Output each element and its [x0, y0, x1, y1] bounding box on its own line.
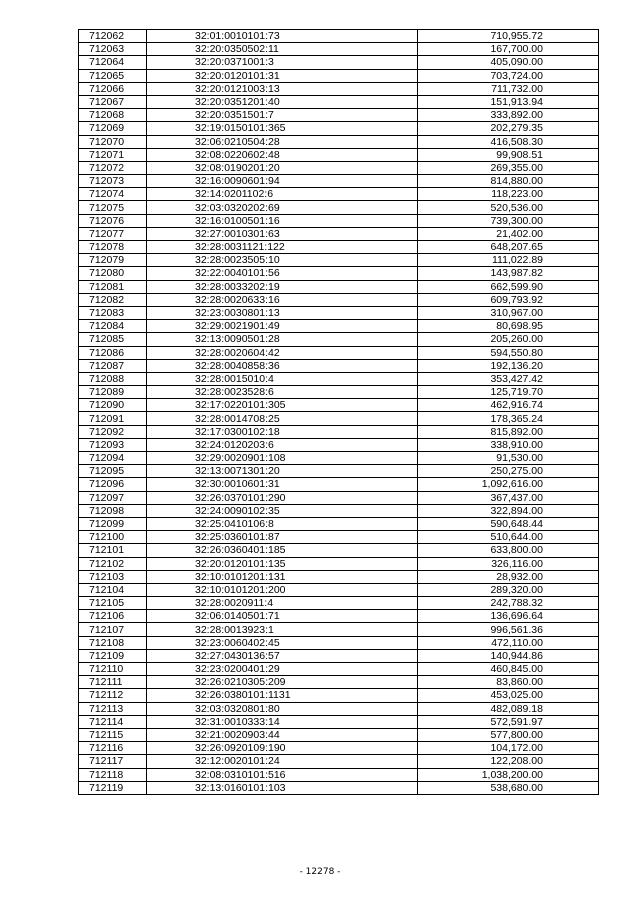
record-id-cell: 712117 [79, 755, 147, 768]
record-id-cell: 712062 [79, 30, 147, 43]
record-id-cell: 712075 [79, 201, 147, 214]
amount-cell: 178,365.24 [418, 412, 599, 425]
table-row [79, 227, 599, 240]
table-row [79, 214, 599, 227]
table-row [79, 293, 599, 306]
cadastral-number-cell: 32:24:0120203:6 [147, 438, 418, 451]
amount-cell: 996,561.36 [418, 623, 599, 636]
record-id-cell: 712105 [79, 597, 147, 610]
amount-cell: 83,860.00 [418, 676, 599, 689]
amount-cell: 122,208.00 [418, 755, 599, 768]
amount-cell: 482,089.18 [418, 702, 599, 715]
cadastral-number-cell: 32:13:0160101:103 [147, 781, 418, 794]
cadastral-number-cell: 32:27:0010301:63 [147, 227, 418, 240]
table-row [79, 82, 599, 95]
table-row [79, 148, 599, 161]
cadastral-number-cell: 32:01:0010101:73 [147, 30, 418, 43]
record-id-cell: 712064 [79, 56, 147, 69]
record-id-cell: 712067 [79, 95, 147, 108]
cadastral-number-cell: 32:06:0140501:71 [147, 610, 418, 623]
amount-cell: 703,724.00 [418, 69, 599, 82]
record-id-cell: 712108 [79, 636, 147, 649]
amount-cell: 322,894.00 [418, 504, 599, 517]
cadastral-number-cell: 32:08:0220602:48 [147, 148, 418, 161]
cadastral-number-cell: 32:13:0071301:20 [147, 465, 418, 478]
amount-cell: 1,092,616.00 [418, 478, 599, 491]
amount-cell: 242,788.32 [418, 597, 599, 610]
table-row [79, 320, 599, 333]
cadastral-number-cell: 32:21:0020903:44 [147, 728, 418, 741]
amount-cell: 338,910.00 [418, 438, 599, 451]
record-id-cell: 712115 [79, 728, 147, 741]
table-row [79, 30, 599, 43]
cadastral-number-cell: 32:08:0310101:516 [147, 768, 418, 781]
table-row [79, 412, 599, 425]
table-row [79, 43, 599, 56]
table-row [79, 122, 599, 135]
table-row [79, 742, 599, 755]
table-row [79, 241, 599, 254]
cadastral-number-cell: 32:06:0210504:28 [147, 135, 418, 148]
table-row [79, 702, 599, 715]
cadastral-number-cell: 32:16:0100501:16 [147, 214, 418, 227]
record-id-cell: 712099 [79, 517, 147, 530]
amount-cell: 1,038,200.00 [418, 768, 599, 781]
table-row [79, 676, 599, 689]
table-body [79, 30, 599, 795]
table-row [79, 517, 599, 530]
table-row [79, 623, 599, 636]
cadastral-number-cell: 32:10:0101201:200 [147, 583, 418, 596]
amount-cell: 572,591.97 [418, 715, 599, 728]
cadastral-number-cell: 32:24:0090102:35 [147, 504, 418, 517]
record-id-cell: 712079 [79, 254, 147, 267]
cadastral-number-cell: 32:20:0351501:7 [147, 109, 418, 122]
table-row [79, 570, 599, 583]
amount-cell: 99,908.51 [418, 148, 599, 161]
amount-cell: 125,719.70 [418, 386, 599, 399]
cadastral-number-cell: 32:14:0201102:6 [147, 188, 418, 201]
record-id-cell: 712089 [79, 386, 147, 399]
table-row [79, 544, 599, 557]
record-id-cell: 712066 [79, 82, 147, 95]
amount-cell: 815,892.00 [418, 425, 599, 438]
amount-cell: 453,025.00 [418, 689, 599, 702]
cadastral-number-cell: 32:20:0121003:13 [147, 82, 418, 95]
cadastral-number-cell: 32:26:0210305:209 [147, 676, 418, 689]
record-id-cell: 712107 [79, 623, 147, 636]
cadastral-number-cell: 32:28:0031121:122 [147, 241, 418, 254]
record-id-cell: 712092 [79, 425, 147, 438]
table-row [79, 583, 599, 596]
amount-cell: 140,944.86 [418, 649, 599, 662]
record-id-cell: 712097 [79, 491, 147, 504]
table-row [79, 728, 599, 741]
table-row [79, 715, 599, 728]
amount-cell: 143,987.82 [418, 267, 599, 280]
table-row [79, 254, 599, 267]
amount-cell: 205,260.00 [418, 333, 599, 346]
record-id-cell: 712106 [79, 610, 147, 623]
record-id-cell: 712114 [79, 715, 147, 728]
cadastral-number-cell: 32:28:0023528:6 [147, 386, 418, 399]
record-id-cell: 712081 [79, 280, 147, 293]
amount-cell: 151,913.94 [418, 95, 599, 108]
record-id-cell: 712078 [79, 241, 147, 254]
amount-cell: 814,880.00 [418, 175, 599, 188]
record-id-cell: 712109 [79, 649, 147, 662]
cadastral-number-cell: 32:20:0351201:40 [147, 95, 418, 108]
record-id-cell: 712119 [79, 781, 147, 794]
amount-cell: 538,680.00 [418, 781, 599, 794]
amount-cell: 310,967.00 [418, 306, 599, 319]
table-row [79, 781, 599, 794]
table-row [79, 689, 599, 702]
record-id-cell: 712112 [79, 689, 147, 702]
cadastral-number-cell: 32:10:0101201:131 [147, 570, 418, 583]
cadastral-number-cell: 32:23:0060402:45 [147, 636, 418, 649]
table-row [79, 386, 599, 399]
record-id-cell: 712071 [79, 148, 147, 161]
amount-cell: 91,530.00 [418, 452, 599, 465]
table-row [79, 56, 599, 69]
table-row [79, 161, 599, 174]
amount-cell: 28,932.00 [418, 570, 599, 583]
amount-cell: 739,300.00 [418, 214, 599, 227]
table-row [79, 597, 599, 610]
cadastral-number-cell: 32:17:0220101:305 [147, 399, 418, 412]
cadastral-number-cell: 32:29:0021901:49 [147, 320, 418, 333]
amount-cell: 472,110.00 [418, 636, 599, 649]
cadastral-number-cell: 32:16:0090601:94 [147, 175, 418, 188]
cadastral-number-cell: 32:31:0010333:14 [147, 715, 418, 728]
record-id-cell: 712095 [79, 465, 147, 478]
amount-cell: 710,955.72 [418, 30, 599, 43]
table-row [79, 610, 599, 623]
cadastral-number-cell: 32:03:0320202:69 [147, 201, 418, 214]
record-id-cell: 712080 [79, 267, 147, 280]
cadastral-number-cell: 32:23:0200401:29 [147, 663, 418, 676]
record-id-cell: 712076 [79, 214, 147, 227]
record-id-cell: 712073 [79, 175, 147, 188]
table-row [79, 188, 599, 201]
amount-cell: 118,223.00 [418, 188, 599, 201]
amount-cell: 520,536.00 [418, 201, 599, 214]
amount-cell: 577,800.00 [418, 728, 599, 741]
table-row [79, 438, 599, 451]
table-row [79, 346, 599, 359]
table-row [79, 491, 599, 504]
cadastral-number-cell: 32:26:0380101:1131 [147, 689, 418, 702]
table-row [79, 649, 599, 662]
record-id-cell: 712070 [79, 135, 147, 148]
table-row [79, 175, 599, 188]
record-id-cell: 712101 [79, 544, 147, 557]
amount-cell: 326,116.00 [418, 557, 599, 570]
record-id-cell: 712084 [79, 320, 147, 333]
amount-cell: 269,355.00 [418, 161, 599, 174]
amount-cell: 609,793.92 [418, 293, 599, 306]
page-number: - 12278 - [299, 867, 341, 877]
table-row [79, 504, 599, 517]
cadastral-number-cell: 32:20:0120101:135 [147, 557, 418, 570]
table-row [79, 452, 599, 465]
table-row [79, 109, 599, 122]
table-row [79, 333, 599, 346]
record-id-cell: 712093 [79, 438, 147, 451]
amount-cell: 104,172.00 [418, 742, 599, 755]
record-id-cell: 712090 [79, 399, 147, 412]
record-id-cell: 712087 [79, 359, 147, 372]
record-id-cell: 712065 [79, 69, 147, 82]
amount-cell: 289,320.00 [418, 583, 599, 596]
record-id-cell: 712063 [79, 43, 147, 56]
amount-cell: 405,090.00 [418, 56, 599, 69]
data-table [78, 29, 599, 795]
record-id-cell: 712100 [79, 531, 147, 544]
record-id-cell: 712085 [79, 333, 147, 346]
cadastral-number-cell: 32:23:0030801:13 [147, 306, 418, 319]
record-id-cell: 712104 [79, 583, 147, 596]
cadastral-number-cell: 32:29:0020901:108 [147, 452, 418, 465]
table-row [79, 201, 599, 214]
table-row [79, 95, 599, 108]
cadastral-number-cell: 32:27:0430136:57 [147, 649, 418, 662]
amount-cell: 167,700.00 [418, 43, 599, 56]
amount-cell: 111,022.89 [418, 254, 599, 267]
amount-cell: 662,599.90 [418, 280, 599, 293]
record-id-cell: 712069 [79, 122, 147, 135]
table-row [79, 478, 599, 491]
amount-cell: 460,845.00 [418, 663, 599, 676]
table-row [79, 755, 599, 768]
amount-cell: 367,437.00 [418, 491, 599, 504]
record-id-cell: 712068 [79, 109, 147, 122]
amount-cell: 333,892.00 [418, 109, 599, 122]
record-id-cell: 712116 [79, 742, 147, 755]
record-id-cell: 712096 [79, 478, 147, 491]
table-row [79, 399, 599, 412]
cadastral-number-cell: 32:20:0350502:11 [147, 43, 418, 56]
record-id-cell: 712098 [79, 504, 147, 517]
amount-cell: 594,550.80 [418, 346, 599, 359]
record-id-cell: 712102 [79, 557, 147, 570]
amount-cell: 633,800.00 [418, 544, 599, 557]
table-row [79, 768, 599, 781]
table-row [79, 465, 599, 478]
table-row [79, 267, 599, 280]
table-row [79, 280, 599, 293]
record-id-cell: 712083 [79, 306, 147, 319]
record-id-cell: 712077 [79, 227, 147, 240]
amount-cell: 462,916.74 [418, 399, 599, 412]
table-row [79, 531, 599, 544]
cadastral-number-cell: 32:30:0010601:31 [147, 478, 418, 491]
cadastral-number-cell: 32:12:0020101:24 [147, 755, 418, 768]
cadastral-number-cell: 32:28:0020604:42 [147, 346, 418, 359]
cadastral-number-cell: 32:26:0360401:185 [147, 544, 418, 557]
record-id-cell: 712091 [79, 412, 147, 425]
cadastral-number-cell: 32:22:0040101:56 [147, 267, 418, 280]
cadastral-number-cell: 32:08:0190201:20 [147, 161, 418, 174]
amount-cell: 80,698.95 [418, 320, 599, 333]
cadastral-number-cell: 32:28:0020633:16 [147, 293, 418, 306]
amount-cell: 648,207.65 [418, 241, 599, 254]
cadastral-number-cell: 32:17:0300102:18 [147, 425, 418, 438]
cadastral-number-cell: 32:28:0040858:36 [147, 359, 418, 372]
record-id-cell: 712082 [79, 293, 147, 306]
cadastral-number-cell: 32:20:0371001:3 [147, 56, 418, 69]
record-id-cell: 712094 [79, 452, 147, 465]
amount-cell: 202,279.35 [418, 122, 599, 135]
record-id-cell: 712103 [79, 570, 147, 583]
cadastral-number-cell: 32:28:0014708:25 [147, 412, 418, 425]
cadastral-number-cell: 32:20:0120101:31 [147, 69, 418, 82]
table-row [79, 372, 599, 385]
cadastral-number-cell: 32:28:0013923:1 [147, 623, 418, 636]
amount-cell: 250,275.00 [418, 465, 599, 478]
amount-cell: 416,508.30 [418, 135, 599, 148]
cadastral-number-cell: 32:28:0020911:4 [147, 597, 418, 610]
amount-cell: 192,136.20 [418, 359, 599, 372]
cadastral-number-cell: 32:28:0023505:10 [147, 254, 418, 267]
record-id-cell: 712086 [79, 346, 147, 359]
table-row [79, 135, 599, 148]
cadastral-number-cell: 32:28:0015010:4 [147, 372, 418, 385]
record-id-cell: 712072 [79, 161, 147, 174]
record-id-cell: 712088 [79, 372, 147, 385]
record-id-cell: 712113 [79, 702, 147, 715]
table-row [79, 636, 599, 649]
table-row [79, 306, 599, 319]
table-row [79, 69, 599, 82]
cadastral-number-cell: 32:25:0360101:87 [147, 531, 418, 544]
amount-cell: 590,648.44 [418, 517, 599, 530]
cadastral-number-cell: 32:26:0370101:290 [147, 491, 418, 504]
amount-cell: 136,696.64 [418, 610, 599, 623]
record-id-cell: 712118 [79, 768, 147, 781]
cadastral-number-cell: 32:13:0090501:28 [147, 333, 418, 346]
record-id-cell: 712111 [79, 676, 147, 689]
table-row [79, 663, 599, 676]
cadastral-number-cell: 32:25:0410106:8 [147, 517, 418, 530]
table-row [79, 359, 599, 372]
cadastral-number-cell: 32:28:0033202:19 [147, 280, 418, 293]
table-row [79, 557, 599, 570]
amount-cell: 711,732.00 [418, 82, 599, 95]
table-row [79, 425, 599, 438]
cadastral-number-cell: 32:03:0320801:80 [147, 702, 418, 715]
record-id-cell: 712074 [79, 188, 147, 201]
amount-cell: 510,644.00 [418, 531, 599, 544]
cadastral-number-cell: 32:26:0920109:190 [147, 742, 418, 755]
record-id-cell: 712110 [79, 663, 147, 676]
amount-cell: 353,427.42 [418, 372, 599, 385]
amount-cell: 21,402.00 [418, 227, 599, 240]
cadastral-number-cell: 32:19:0150101:365 [147, 122, 418, 135]
